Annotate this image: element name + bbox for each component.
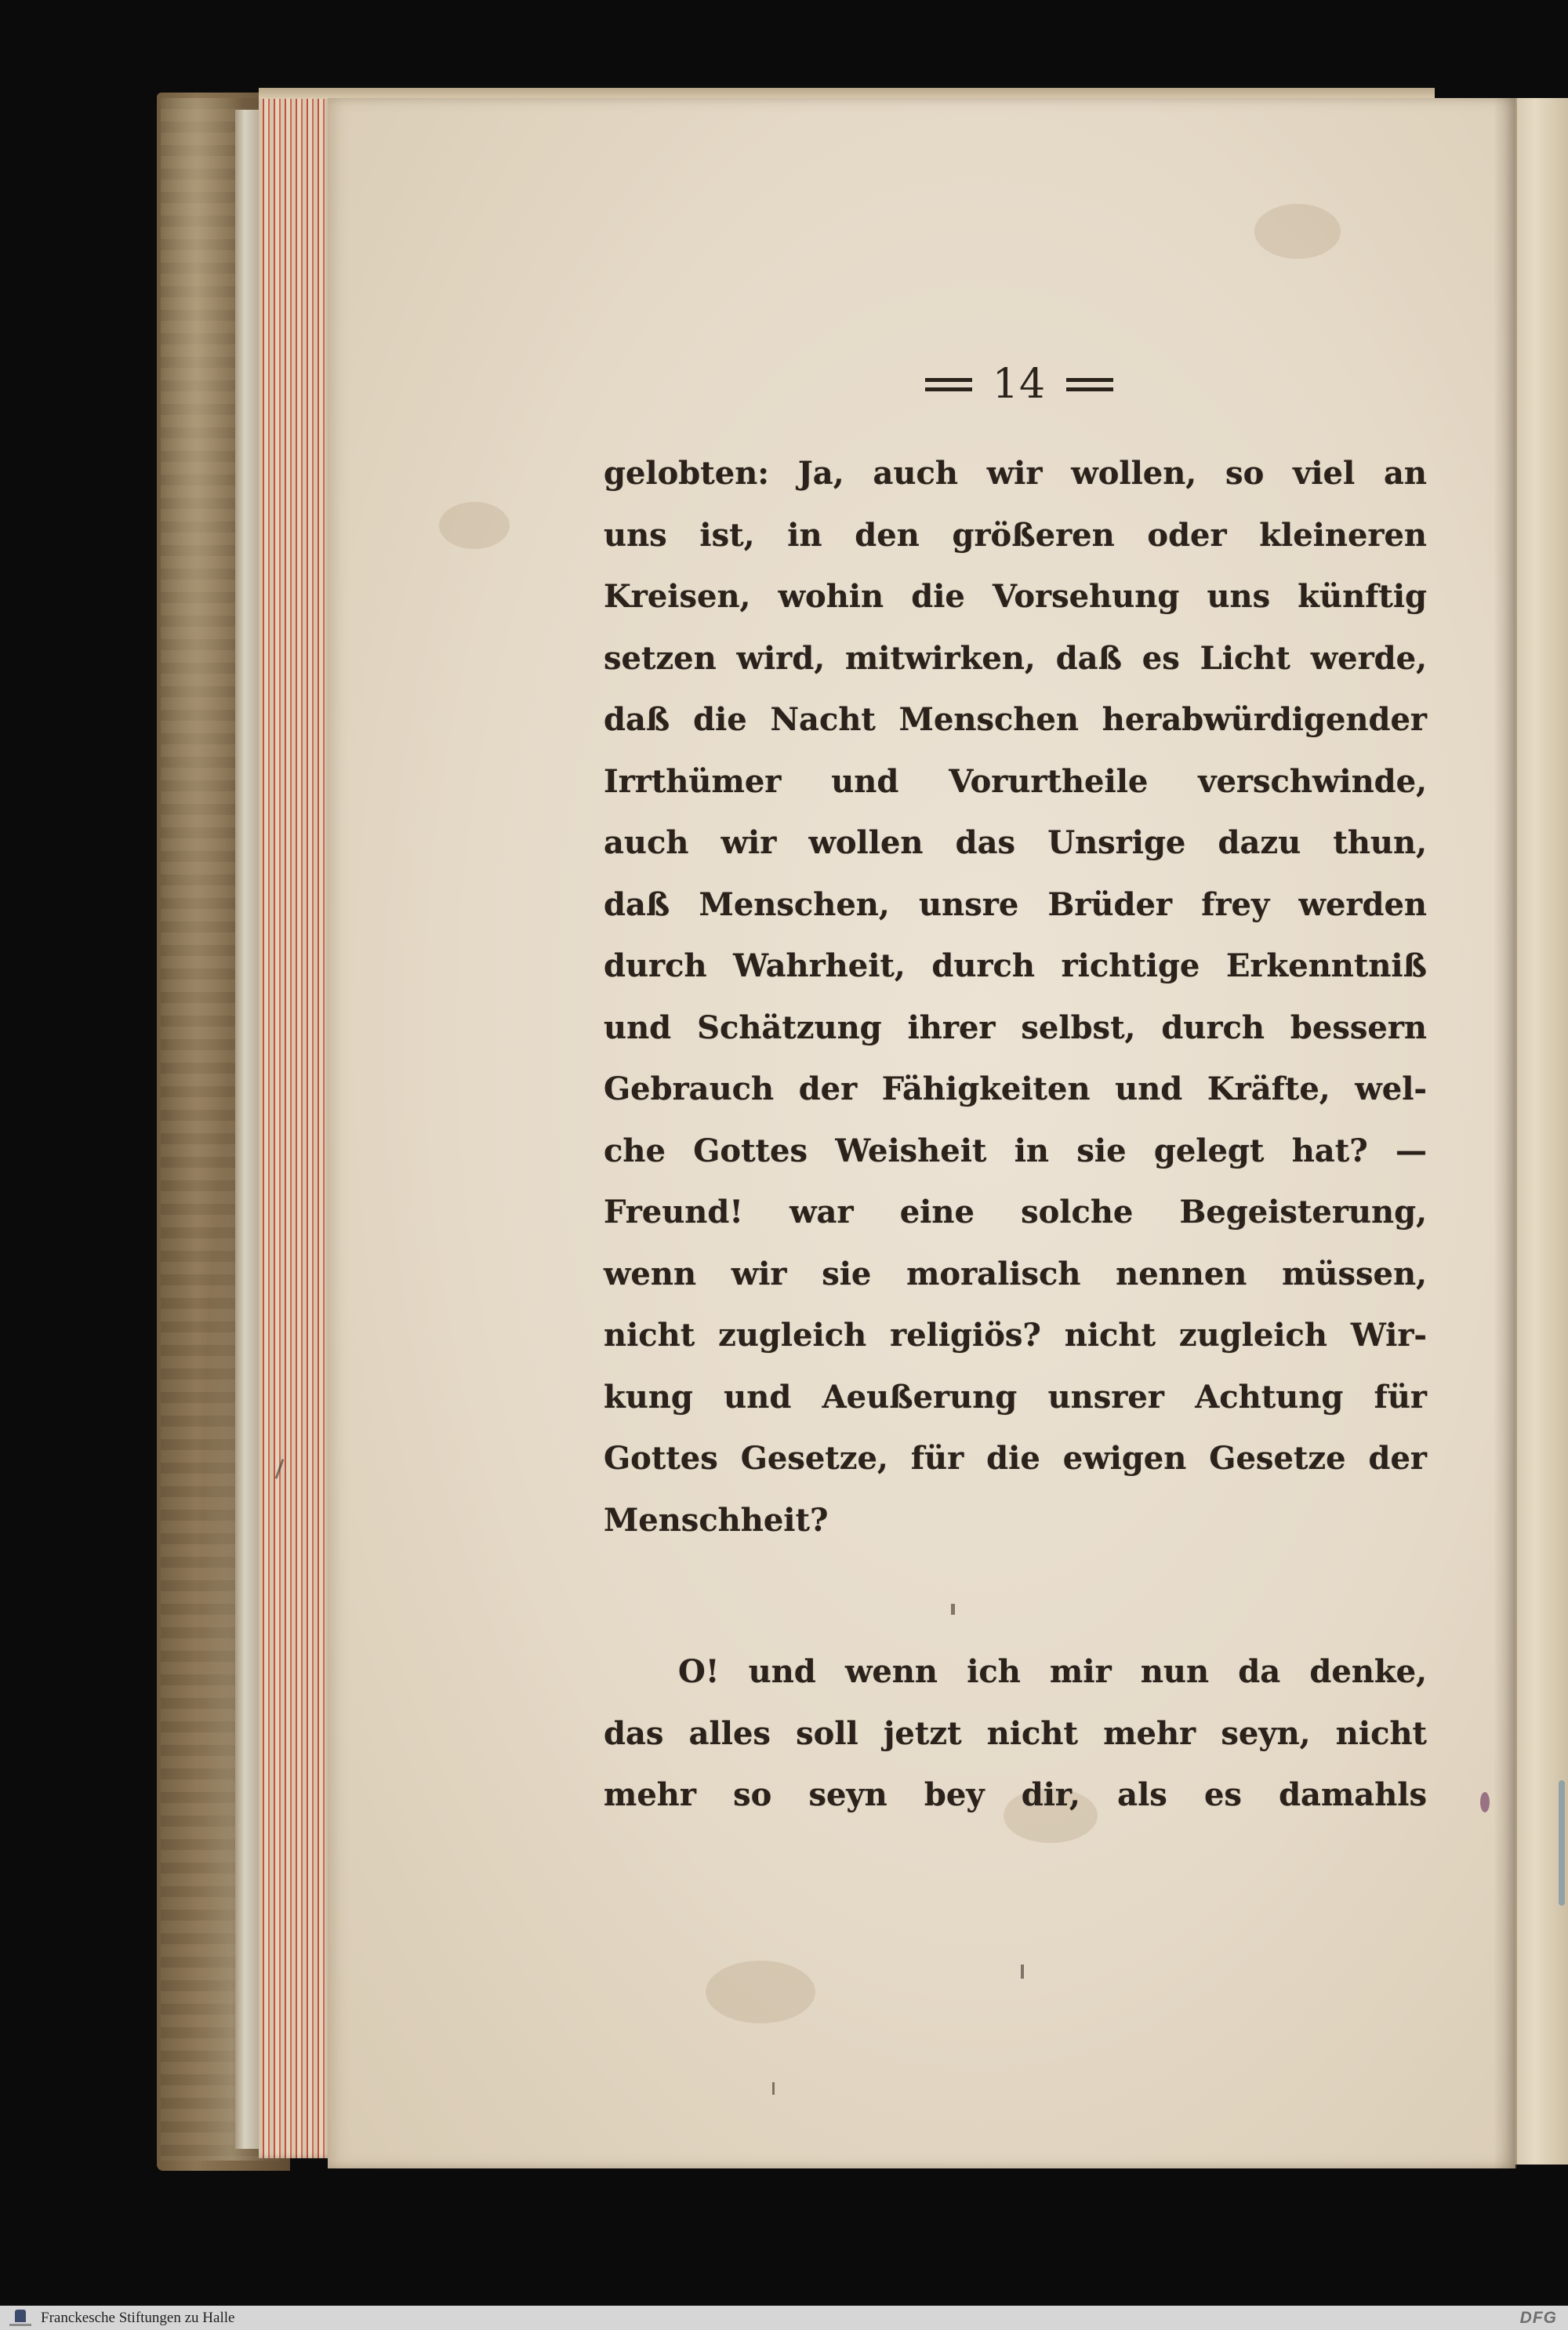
text-line: und Schätzung ihrer selbst, durch bessern [604,1009,1427,1046]
text-line: uns ist, in den größeren oder kleineren [604,516,1427,554]
page-fold-shadow [1494,98,1517,2168]
text-line: durch Wahrheit, durch richtige Erkenntniß [604,947,1427,984]
text-line: Gottes Gesetze, für die ewigen Gesetze der [604,1440,1427,1477]
text-line: kung und Aeußerung unsrer Achtung für [604,1378,1427,1416]
paragraph-gap [604,1551,1427,1641]
dfg-logo: DFG [1519,2308,1557,2327]
page-number: 14 [992,361,1047,408]
text-line: Gebrauch der Fähigkeiten und Kräfte, wel- [604,1070,1427,1107]
page-stack-top-edge [259,88,1435,99]
left-double-dash [925,378,972,391]
text-line: che Gottes Weisheit in sie gelegt hat? — [604,1132,1427,1169]
institution-name: Franckesche Stiftungen zu Halle [41,2309,235,2326]
paper-speck [1021,1965,1024,1979]
paper-stain [706,1961,815,2023]
page-header [902,357,1137,412]
text-line: O! und wenn ich mir nun da denke, [678,1653,1427,1690]
paper-stain [439,502,510,549]
spine-edge [235,110,259,2149]
text-line: daß die Nacht Menschen herabwürdigender [604,701,1427,738]
text-line: Kreisen, wohin die Vorsehung uns künftig [604,578,1427,615]
text-line: das alles soll jetzt nicht mehr seyn, nicht [604,1714,1427,1752]
footer-credit [6,2308,234,2328]
text-line: nicht zugleich religiös? nicht zugleich Wir- [604,1317,1427,1354]
institution-logo-icon [6,2308,34,2328]
paper-stain [1254,204,1341,259]
text-line: daß Menschen, unsre Brüder frey werden [604,885,1427,923]
red-page-edges [259,88,333,2158]
blue-edge-mark [1559,1780,1565,1906]
body-text [604,443,1427,1827]
text-line: Freund! war eine solche Begeisterung, [604,1194,1427,1230]
text-line: wenn wir sie moralisch nennen müssen, [604,1255,1427,1292]
text-line: mehr so seyn bey dir, als es damahls [604,1776,1427,1813]
text-line: Menschheit? [604,1501,829,1539]
footer-bar [0,2306,1568,2330]
ink-spot [1480,1792,1490,1812]
text-line: auch wir wollen das Unsrige dazu thun, [604,824,1427,861]
text-line: setzen wird, mitwirken, daß es Licht werde, [604,639,1427,677]
text-line: Irrthümer und Vorurtheile verschwinde, [604,762,1427,800]
right-double-dash [1066,378,1113,391]
text-line: gelobten: Ja, auch wir wollen, so viel an [604,455,1427,492]
paper-speck [772,2082,775,2095]
